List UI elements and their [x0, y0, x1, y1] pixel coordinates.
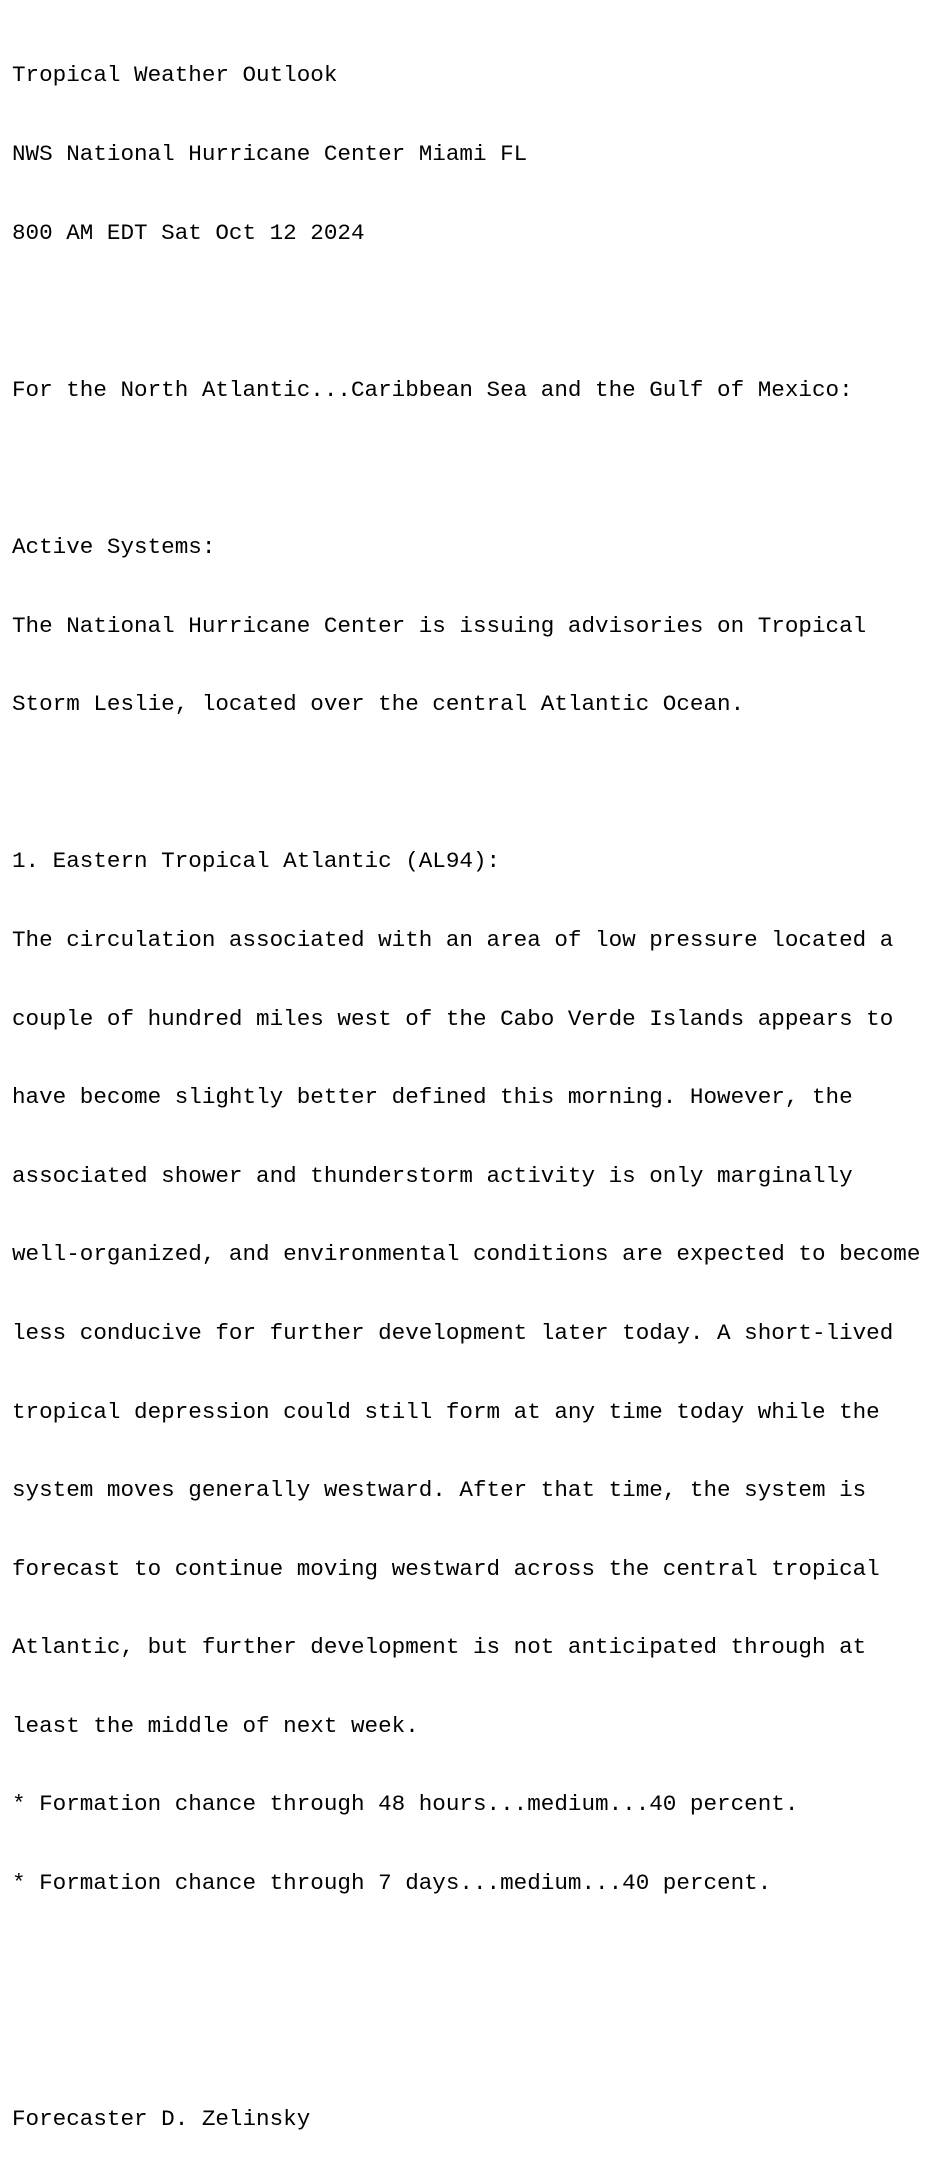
system-1-text-line: have become slightly better defined this morning. However, the [12, 1084, 853, 1111]
blank-line [12, 770, 950, 796]
system-1-text-line: forecast to continue moving westward across the central tropical [12, 1555, 880, 1582]
forecaster-signature: Forecaster D. Zelinsky [12, 2105, 311, 2132]
system-1-text-line: couple of hundred miles west of the Cabo Verde Islands appears to [12, 1005, 894, 1032]
system-1-text-line: less conducive for further development later today. A short-lived [12, 1319, 894, 1346]
system-1-text-line: Atlantic, but further development is not anticipated through at [12, 1634, 867, 1661]
system-1-heading: 1. Eastern Tropical Atlantic (AL94): [12, 848, 501, 875]
blank-line [12, 298, 950, 324]
active-systems-text-line: Storm Leslie, located over the central Atlantic Ocean. [12, 691, 745, 718]
system-1-text-line: The circulation associated with an area of low pressure located a [12, 926, 894, 953]
blank-line [12, 455, 950, 481]
system-1-text-line: least the middle of next week. [12, 1712, 419, 1739]
system-1-text-line: tropical depression could still form at any time today while the [12, 1398, 880, 1425]
system-1-text-line: system moves generally westward. After that time, the system is [12, 1477, 867, 1504]
active-systems-heading: Active Systems: [12, 533, 216, 560]
document-title: Tropical Weather Outlook [12, 62, 338, 89]
issue-time: 800 AM EDT Sat Oct 12 2024 [12, 219, 365, 246]
blank-line [12, 1949, 950, 1975]
issuing-office: NWS National Hurricane Center Miami FL [12, 141, 528, 167]
active-systems-text-line: The National Hurricane Center is issuing advisories on Tropical [12, 612, 867, 639]
system-1-text-line: associated shower and thunderstorm activity is only marginally [12, 1162, 853, 1189]
formation-chance-7d: * Formation chance through 7 days...medium...40 percent. [12, 1870, 772, 1897]
system-1-text-line: well-organized, and environmental conditions are expected to become [12, 1241, 921, 1268]
blank-line [12, 2027, 950, 2053]
region-statement: For the North Atlantic...Caribbean Sea and the Gulf of Mexico: [12, 376, 853, 403]
formation-chance-48h: * Formation chance through 48 hours...medium...40 percent. [12, 1791, 799, 1818]
